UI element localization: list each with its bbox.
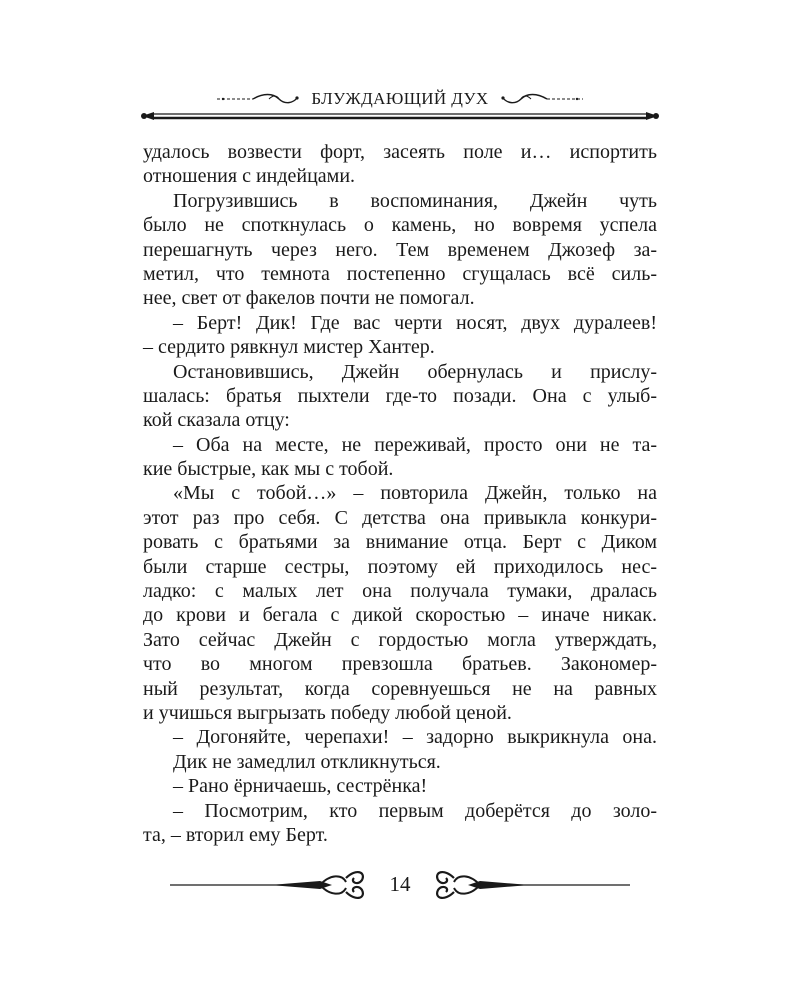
scroll-ornament-right-icon	[497, 92, 587, 106]
running-header	[140, 80, 660, 130]
body-text	[143, 140, 657, 847]
text-line: Дик не замедлил откликнуться.	[173, 750, 441, 773]
scroll-ornament-left-icon	[213, 92, 303, 106]
text-line: ный результат, когда соревнуешься не на равных	[143, 677, 657, 700]
text-line: нее, свет от факелов почти не помогал.	[143, 287, 475, 310]
text-line: до крови и бегала с дикой скоростью – иначе никак.	[143, 604, 657, 627]
text-line: кие быстрые, как мы с тобой.	[143, 458, 394, 481]
running-header-title-row	[140, 86, 660, 112]
text-line: этот раз про себя. С детства она привыкла конкури-	[143, 506, 657, 529]
header-double-rule	[140, 110, 660, 124]
text-line: что во многом превзошла братьев. Закономер-	[143, 653, 657, 676]
text-line: перешагнуть через него. Тем временем Джозеф за-	[143, 238, 657, 261]
text-line: – Берт! Дик! Где вас черти носят, двух дуралеев!	[173, 311, 657, 334]
text-line: ровать с братьями за внимание отца. Берт с Диком	[143, 531, 657, 554]
text-line: – Рано ёрничаешь, сестрёнка!	[173, 775, 428, 798]
text-line: были старше сестры, поэтому ей приходилось нес-	[143, 555, 657, 578]
text-line: отношения с индейцами.	[143, 165, 356, 188]
text-line: – Посмотрим, кто первым доберётся до золо-	[173, 799, 657, 822]
text-line: шалась: братья пыхтели где-то позади. Она с улыб-	[143, 384, 657, 407]
text-line: – Оба на месте, не переживай, просто они не та-	[173, 433, 657, 456]
text-line: кой сказала отцу:	[143, 409, 290, 432]
text-line: Погрузившись в воспоминания, Джейн чуть	[173, 189, 657, 212]
text-line: метил, что темнота постепенно сгущалась всё силь-	[143, 262, 657, 285]
text-line: «Мы с тобой…» – повторила Джейн, только на	[173, 482, 657, 505]
running-title: БЛУЖДАЮЩИЙ ДУХ	[311, 89, 489, 108]
text-line: Остановившись, Джейн обернулась и прислу-	[173, 360, 657, 383]
text-line: та, – вторил ему Берт.	[143, 823, 328, 846]
text-line: Зато сейчас Джейн с гордостью могла утверждать,	[143, 628, 657, 651]
text-line: было не споткнулась о камень, но вовремя успела	[143, 214, 657, 237]
text-line: удалось возвести форт, засеять поле и… испортить	[143, 141, 657, 163]
text-line: и учишься выгрызать победу любой ценой.	[143, 701, 512, 724]
text-line: – Догоняйте, черепахи! – задорно выкрикнула она.	[173, 726, 657, 749]
page-footer	[170, 860, 630, 910]
text-line: – сердито рявкнул мистер Хантер.	[143, 336, 435, 359]
text-line: ладко: с малых лет она получала тумаки, дралась	[143, 580, 657, 603]
page-number: 14	[389, 872, 411, 896]
